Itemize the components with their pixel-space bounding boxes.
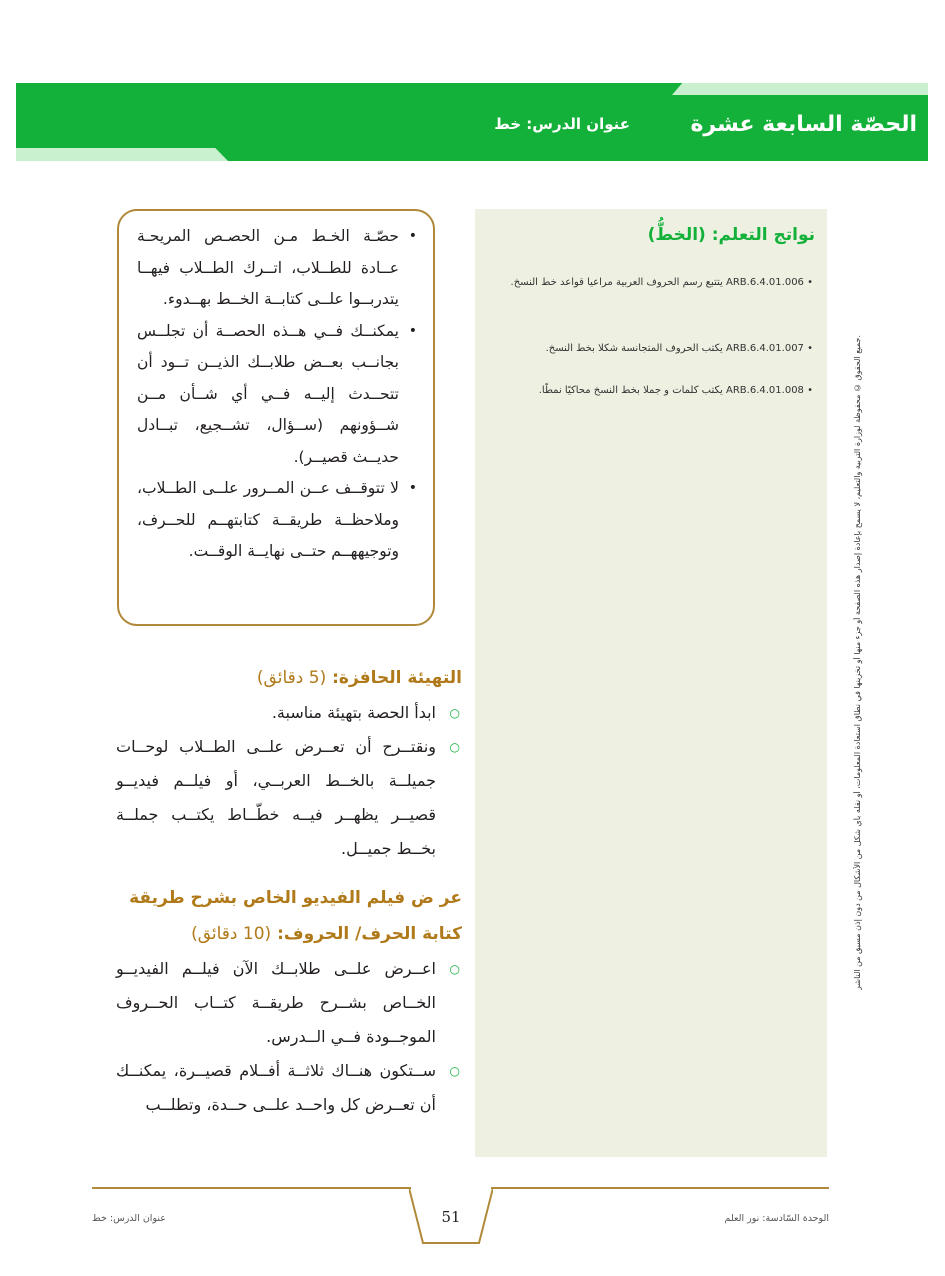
- footer-unit: الوحدة السّادسة: نور العلم: [724, 1213, 829, 1224]
- ring-bullet-icon: ○: [449, 740, 460, 754]
- teacher-tips-box: [117, 209, 435, 626]
- banner-accent-top: [672, 83, 928, 95]
- ring-bullet-icon: ○: [449, 1064, 460, 1078]
- bullet-icon: •: [408, 228, 417, 244]
- warmup-item: [116, 696, 462, 730]
- tip-item: [137, 221, 417, 316]
- page-number: 51: [441, 1208, 461, 1226]
- ring-bullet-icon: ○: [449, 962, 460, 976]
- banner-accent-bottom: [16, 148, 228, 161]
- outcome-item: • ARB.6.4.01.006 يتتبع رسم الحروف العربية مراعيا قواعد خط النسخ.: [510, 277, 813, 288]
- outcome-item: • ARB.6.4.01.008 يكتب كلمات و جملا بخط النسخ محاكيًا نمطًا.: [538, 385, 813, 396]
- tip-item: [137, 316, 417, 474]
- ring-bullet-icon: ○: [449, 706, 460, 720]
- warmup-item: [116, 730, 462, 866]
- copyright-notice: جميع الحقوق © محفوظة لوزارة التربية والتعليم، لا يسمح بإعادة إصدار هذه الصفحة أو جزء منها أو تخزينها في نطاق استعادة المعلومات، أو نقله بأي شكل من الأشكال من دون إذن مسبق من الناشر.: [853, 335, 862, 990]
- warmup-duration: (5 دقائق): [256, 668, 327, 688]
- bullet-icon: •: [408, 480, 417, 496]
- warmup-item-text: ابدأ الحصة بتهيئة مناسبة.: [271, 703, 436, 722]
- tips-list: [137, 221, 417, 568]
- video-heading: [116, 880, 462, 952]
- video-duration: (10 دقائق): [191, 924, 272, 944]
- bullet-icon: •: [408, 322, 417, 339]
- lesson-title: عنوان الدرس: خط: [494, 115, 630, 133]
- footer-rule-left: [92, 1187, 411, 1189]
- video-item-text: اعــرض علــى طلابــك الآن فيلــم الفيديــو الخــاص بشــرح طريقــة كتــاب الحــروف الموجــودة فــي الــدرس.: [116, 959, 436, 1046]
- lesson-session-title: الحصّة السابعة عشرة: [690, 112, 917, 137]
- learning-outcomes-panel: [475, 209, 827, 1157]
- warmup-title: التهيئة الحافزة:: [332, 668, 462, 688]
- warmup-list: [116, 696, 462, 866]
- warmup-item-text: ونقتــرح أن تعــرض علــى الطــلاب لوحــات جميلــة بالخــط العربــي، أو فيلــم فيديــو قصيــر يظهــر فيــه خطّــاط يكتــب جملــة بخــط جميــل.: [116, 737, 436, 858]
- video-item-text: ســتكون هنــاك ثلاثــة أفــلام قصيــرة، يمكنــك أن تعــرض كل واحــد علــى حــدة، وتطلــب: [116, 1061, 436, 1114]
- outcomes-title: نواتج التعلم: (الخطُّ): [647, 225, 815, 245]
- tip-text: يمكنــك فــي هــذه الحصــة أن تجلــس بجانــب بعــض طلابــك الذيــن تــود أن تتحــدث إليــه فــي أي شــأن مــن شــؤونهم (ســؤال، تشــجيع، تبــادل حديــث قصيــر).: [137, 321, 399, 466]
- outcome-item: • ARB.6.4.01.007 يكتب الحروف المتجانسة شكلا بخط النسخ.: [545, 343, 813, 354]
- footer-rule-right: [491, 1187, 829, 1189]
- video-item: [116, 952, 462, 1054]
- tip-item: [137, 473, 417, 568]
- video-item: [116, 1054, 462, 1122]
- tip-text: حصّـة الخـط مـن الحصـص المريحـة عــادة للطــلاب، اتــرك الطــلاب فيهــا يتدربــوا علــى كتابــة الخــط بهــدوء.: [137, 227, 399, 308]
- video-title: عر ض فيلم الفيديو الخاص بشرح طريقة كتابة الحرف/ الحروف:: [129, 888, 462, 944]
- video-list: [116, 952, 462, 1122]
- tip-text: لا تتوقــف عــن المــرور علــى الطــلاب، وملاحظــة طريقــة كتابتهــم للحــرف، وتوجيههــم حتــى نهايــة الوقــت.: [137, 479, 399, 560]
- warmup-heading: [116, 660, 462, 696]
- footer-lesson: عنوان الدرس: خط: [92, 1213, 166, 1224]
- warmup-section: [116, 660, 462, 866]
- video-section: [116, 880, 462, 1122]
